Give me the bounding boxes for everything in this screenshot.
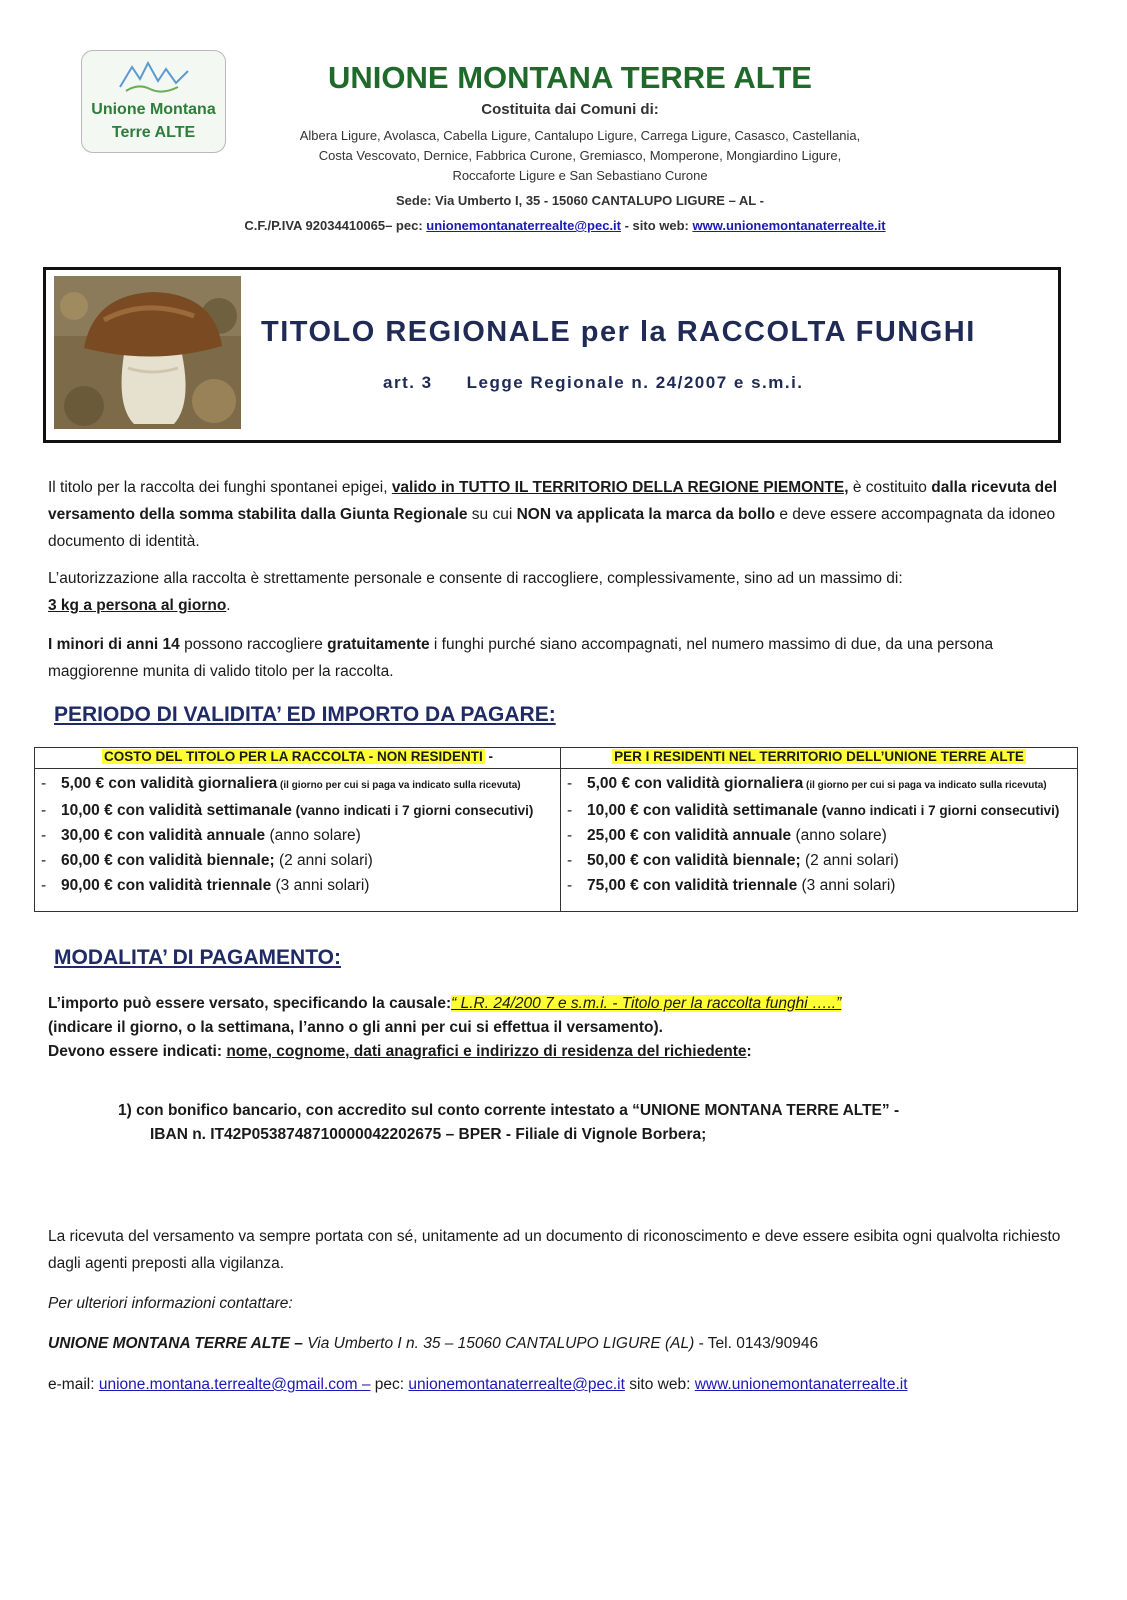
text-span: è costituito: [848, 479, 932, 496]
pec-label: pec:: [370, 1376, 409, 1393]
text-span: :: [746, 1043, 752, 1060]
fee-item: [567, 823, 1073, 848]
bullet-dash: -: [41, 852, 47, 869]
footer-pec-link[interactable]: unionemontanaterrealte@pec.it: [408, 1376, 625, 1393]
intro-paragraph-1: [48, 474, 1068, 555]
fees-non-residents-column: [35, 748, 561, 911]
fee-amount: 5,00 € con validità giornaliera: [587, 775, 804, 792]
fee-amount: 30,00 € con validità annuale: [61, 827, 266, 844]
text-span: .: [226, 597, 231, 614]
text-span: possono raccogliere: [179, 636, 328, 653]
comuni-line: Costa Vescovato, Dernice, Fabbrica Curone, Gremiasco, Momperone, Mongiardino Ligure,: [318, 148, 842, 163]
fee-note: (2 anni solari): [274, 852, 373, 869]
bullet-dash: -: [41, 827, 47, 844]
fee-item: [567, 798, 1073, 823]
comuni-line: Albera Ligure, Avolasca, Cabella Ligure, Cantalupo Ligure, Carrega Ligure, Casasco, Castellania,: [299, 128, 861, 143]
text-span: gratuitamente: [327, 636, 430, 653]
payment-line-2: (indicare il giorno, o la settimana, l’anno o gli anni per cui si effettua il versamento).: [48, 1019, 663, 1036]
fee-amount: 10,00 € con validità settimanale: [587, 802, 818, 819]
fee-note: (2 anni solari): [800, 852, 899, 869]
fees-table: [34, 747, 1078, 912]
text-span: i funghi purché siano accompagnati, nel numero massimo di due, da una persona maggiorenne munita di valido titolo per la raccolta.: [48, 636, 994, 680]
bank-transfer-item: [118, 1099, 1018, 1147]
sede-address: Sede: Via Umberto I, 35 - 15060 CANTALUPO LIGURE – AL -: [396, 193, 764, 208]
fee-amount: 5,00 € con validità giornaliera: [61, 775, 278, 792]
fee-note: (vanno indicati i 7 giorni consecutivi): [291, 803, 534, 818]
web-prefix: - sito web:: [621, 218, 693, 233]
payment-line-3: [48, 1040, 1088, 1064]
logo-line1: Unione Montana: [91, 101, 216, 118]
text-span: Devono essere indicati:: [48, 1043, 227, 1060]
fee-note: (il giorno per cui si paga va indicato sulla ricevuta): [803, 780, 1047, 791]
contact-links-line: [48, 1371, 1068, 1398]
more-info-label: Per ulteriori informazioni contattare:: [48, 1295, 293, 1312]
header-label: PER I RESIDENTI NEL TERRITORIO DELL’UNIONE TERRE ALTE: [614, 749, 1024, 764]
text-span: I minori di anni 14: [48, 636, 180, 653]
contact-name: UNIONE MONTANA TERRE ALTE –: [48, 1335, 303, 1352]
bullet-dash: -: [567, 827, 573, 844]
causale-text: “ L.R. 24/200 7 e s.m.i. - Titolo per la raccolta funghi …..”: [451, 995, 842, 1012]
web-label: sito web:: [624, 1376, 695, 1393]
article-label: art. 3: [383, 373, 433, 392]
bullet-dash: -: [41, 775, 47, 792]
bank-line-1: 1) con bonifico bancario, con accredito sul conto corrente intestato a “UNIONE MONTANA TERRE ALTE” -: [118, 1102, 900, 1119]
fee-amount: 75,00 € con validità triennale: [587, 877, 798, 894]
bullet-dash: -: [567, 852, 573, 869]
header-label: COSTO DEL TITOLO PER LA RACCOLTA - NON RESIDENTI: [103, 749, 483, 764]
pec-link[interactable]: unionemontanaterrealte@pec.it: [426, 218, 621, 233]
law-label: Legge Regionale n. 24/2007 e s.m.i.: [466, 373, 804, 392]
intro-paragraph-3: [48, 631, 1068, 685]
fee-item: [567, 873, 1073, 898]
contact-address: Via Umberto I n. 35 – 15060 CANTALUPO LIGURE (AL): [302, 1335, 695, 1352]
bullet-dash: -: [567, 877, 573, 894]
text-span: 3 kg a persona al giorno: [48, 597, 227, 614]
title-box: [43, 267, 1061, 443]
fee-note: (3 anni solari): [271, 877, 370, 894]
logo: [81, 50, 226, 153]
contact-phone: - Tel. 0143/90946: [694, 1335, 819, 1352]
fee-item: [567, 848, 1073, 873]
mushroom-image-icon: [54, 276, 241, 429]
fee-note: (anno solare): [265, 827, 361, 844]
fee-note: (il giorno per cui si paga va indicato sulla ricevuta): [277, 780, 521, 791]
fiscal-line: [140, 218, 990, 233]
email-label: e-mail:: [48, 1376, 99, 1393]
fee-note: (anno solare): [791, 827, 887, 844]
email-link[interactable]: unione.montana.terrealte@gmail.com –: [98, 1376, 371, 1393]
logo-line2: Terre ALTE: [111, 124, 196, 141]
document-title: TITOLO REGIONALE per la RACCOLTA FUNGHI: [261, 316, 976, 348]
bank-line-2: IBAN n. IT42P0538748710000042202675 – BPER - Filiale di Vignole Borbera;: [150, 1126, 707, 1143]
fee-amount: 25,00 € con validità annuale: [587, 827, 792, 844]
fee-item: [41, 848, 556, 873]
fees-list-residents: [567, 771, 1073, 898]
section-validity-heading: PERIODO DI VALIDITA’ ED IMPORTO DA PAGARE:: [54, 703, 556, 726]
bullet-dash: -: [41, 877, 47, 894]
bullet-dash: -: [567, 775, 573, 792]
fee-item: [41, 771, 556, 798]
fee-note: (3 anni solari): [797, 877, 896, 894]
fees-residents-column: [561, 748, 1077, 911]
header-suffix: -: [484, 749, 493, 764]
fee-item: [41, 798, 556, 823]
text-span: Il titolo per la raccolta dei funghi spontanei epigei,: [48, 479, 392, 496]
fee-item: [41, 873, 556, 898]
comuni-list: [250, 126, 910, 186]
costituita-label: Costituita dai Comuni di:: [481, 101, 659, 118]
footer-note: La ricevuta del versamento va sempre portata con sé, unitamente ad un documento di riconoscimento e deve essere esibita ogni qualvolta richiesto dagli agenti preposti alla vigilanza.: [48, 1228, 1061, 1272]
org-title: UNIONE MONTANA TERRE ALTE: [328, 60, 812, 95]
text-span: e deve essere accompagnata da idoneo documento di identità.: [48, 506, 1056, 550]
mountain-logo-icon: [118, 57, 190, 97]
payment-line-1: [48, 992, 1088, 1016]
contact-line: [48, 1330, 1068, 1357]
payment-instructions: [48, 992, 1088, 1064]
bullet-dash: -: [41, 802, 47, 819]
web-link[interactable]: www.unionemontanaterrealte.it: [692, 218, 886, 233]
fee-amount: 90,00 € con validità triennale: [61, 877, 272, 894]
footer-web-link[interactable]: www.unionemontanaterrealte.it: [694, 1376, 908, 1393]
intro-paragraph-2: [48, 565, 1068, 619]
comuni-line: Roccaforte Ligure e San Sebastiano Curone: [452, 168, 708, 183]
fee-amount: 50,00 € con validità biennale;: [587, 852, 801, 869]
text-span: valido in TUTTO IL TERRITORIO DELLA REGIONE PIEMONTE,: [391, 479, 849, 496]
bullet-dash: -: [567, 802, 573, 819]
text-span: NON va applicata la marca da bollo: [516, 506, 776, 523]
text-span: nome, cognome, dati anagrafici e indirizzo di residenza del richiedente: [226, 1043, 747, 1060]
fees-header-non-residents: [35, 748, 560, 769]
mushroom-photo: [54, 276, 241, 429]
text-span: dalla ricevuta del versamento della somma stabilita dalla Giunta Regionale: [48, 479, 1058, 523]
fiscal-code: C.F./P.IVA 92034410065– pec:: [244, 218, 427, 233]
text-span: L’importo può essere versato, specificando la causale:: [48, 995, 452, 1012]
fee-note: (vanno indicati i 7 giorni consecutivi): [817, 803, 1060, 818]
text-span: su cui: [467, 506, 517, 523]
section-payment-heading: MODALITA’ DI PAGAMENTO:: [54, 946, 341, 969]
fee-amount: 10,00 € con validità settimanale: [61, 802, 292, 819]
fee-item: [41, 823, 556, 848]
fee-amount: 60,00 € con validità biennale;: [61, 852, 275, 869]
fee-item: [567, 771, 1073, 798]
text-span: L’autorizzazione alla raccolta è strettamente personale e consente di raccogliere, complessivamente, sino ad un massimo di:: [48, 570, 903, 587]
fees-header-residents: [561, 748, 1077, 769]
document-subtitle: [383, 373, 804, 393]
fees-list-non-residents: [41, 771, 556, 898]
